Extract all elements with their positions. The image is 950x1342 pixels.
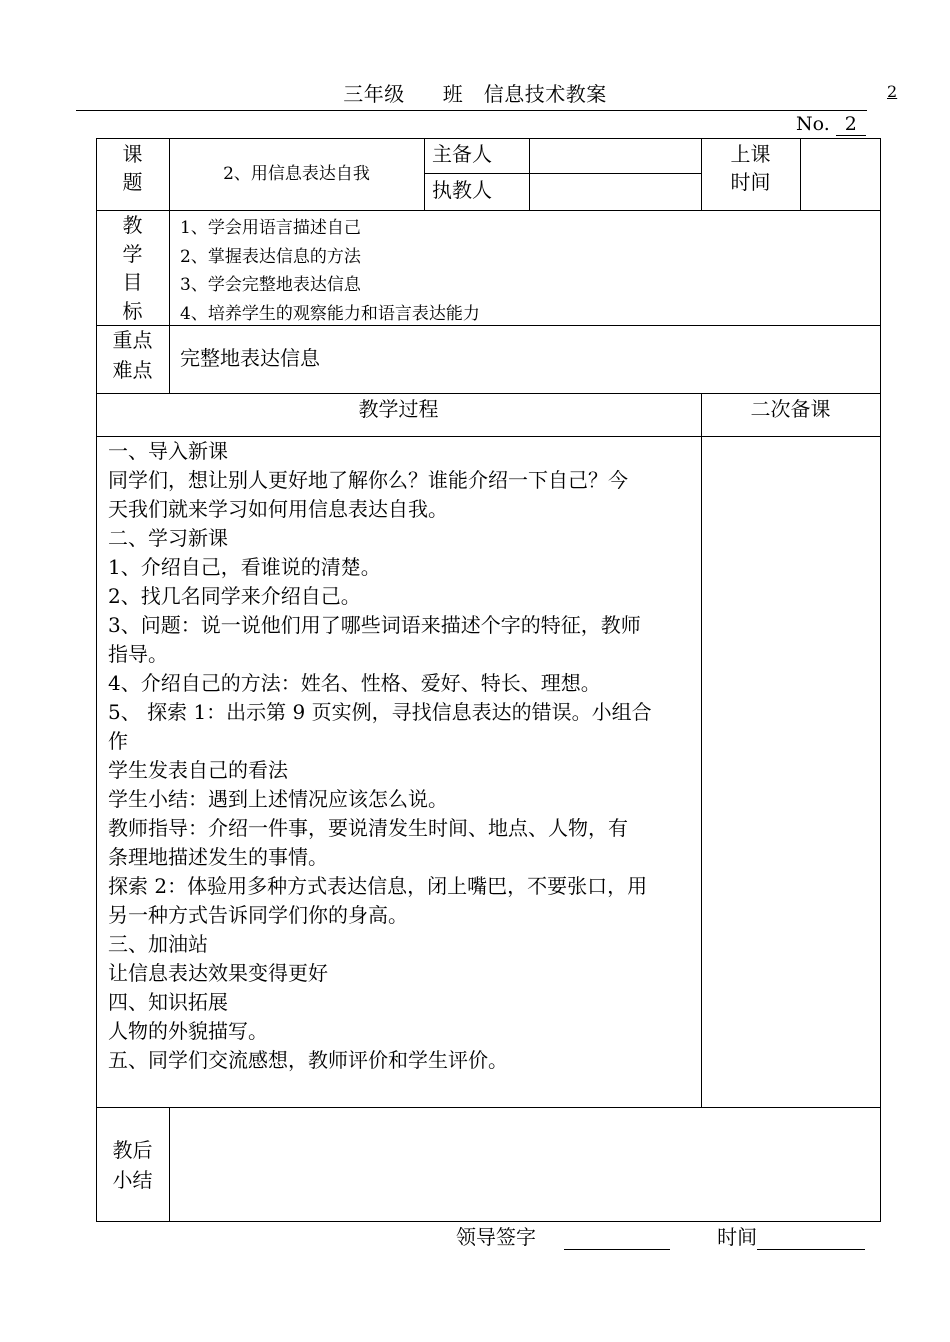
time-blank <box>757 1227 865 1250</box>
lead-preparer-label: 主备人 <box>432 142 492 166</box>
leader-sign-label: 领导签字 <box>456 1225 536 1249</box>
goals-label-char: 标 <box>122 298 143 323</box>
table-rule <box>424 138 425 211</box>
table-rule <box>96 1107 881 1108</box>
class-label: 班 <box>442 82 464 106</box>
goals-label-char: 教 <box>122 213 143 237</box>
table-rule <box>424 173 701 174</box>
table-rule <box>96 210 881 211</box>
table-rule <box>800 138 801 211</box>
process-line: 三、加油站 <box>108 932 208 956</box>
process-line: 四、知识拓展 <box>108 990 228 1014</box>
process-line: 5、 探索 1：出示第 9 页实例，寻找信息表达的错误。小组合 <box>108 700 652 724</box>
process-line: 另一种方式告诉同学们你的身高。 <box>108 903 408 927</box>
header-divider <box>76 110 867 111</box>
process-line: 人物的外貌描写。 <box>108 1019 268 1043</box>
goal-item: 1、学会用语言描述自己 <box>180 218 361 238</box>
summary-label <box>96 1135 169 1195</box>
process-line: 让信息表达效果变得更好 <box>108 961 328 985</box>
process-line: 二、学习新课 <box>108 526 228 550</box>
process-line: 2、找几名同学来介绍自己。 <box>108 584 361 608</box>
process-line: 学生发表自己的看法 <box>108 758 288 782</box>
key-points-label-line: 难点 <box>112 358 153 382</box>
topic-label <box>96 140 169 196</box>
topic-label-line: 课 <box>122 142 143 166</box>
topic-label-line: 题 <box>122 170 143 194</box>
table-border-top <box>96 138 881 139</box>
table-rule <box>169 1107 170 1222</box>
second-prep-header: 二次备课 <box>750 397 831 421</box>
table-rule <box>701 393 702 1108</box>
class-time-label <box>701 140 800 196</box>
key-points-label <box>96 325 169 385</box>
lesson-number <box>796 113 866 136</box>
topic-value: 2、用信息表达自我 <box>223 164 370 184</box>
grade-label: 三年级 <box>343 82 405 106</box>
process-line: 探索 2：体验用多种方式表达信息，闭上嘴巴，不要张口，用 <box>108 874 648 898</box>
process-line: 教师指导：介绍一件事，要说清发生时间、地点、人物，有 <box>108 816 628 840</box>
process-body <box>108 437 698 1075</box>
process-line: 作 <box>108 729 128 753</box>
process-line: 天我们就来学习如何用信息表达自我。 <box>108 497 448 521</box>
key-points-value: 完整地表达信息 <box>180 346 320 370</box>
page-header <box>0 78 950 107</box>
process-line: 学生小结：遇到上述情况应该怎么说。 <box>108 787 448 811</box>
no-value: 2 <box>836 113 866 136</box>
page-number: 2 <box>887 82 898 101</box>
doc-title: 信息技术教案 <box>483 82 607 106</box>
goals-list <box>180 214 480 328</box>
process-line: 条理地描述发生的事情。 <box>108 845 328 869</box>
process-line: 五、同学们交流感想，教师评价和学生评价。 <box>108 1048 508 1072</box>
process-line: 4、介绍自己的方法：姓名、性格、爱好、特长、理想。 <box>108 671 601 695</box>
table-rule <box>529 138 530 211</box>
goals-label-char: 学 <box>122 241 143 266</box>
goal-item: 2、掌握表达信息的方法 <box>180 246 361 267</box>
class-time-label-line: 上课 <box>730 142 771 166</box>
class-time-label-line: 时间 <box>730 170 771 194</box>
goals-label-char: 目 <box>122 270 143 294</box>
no-label: No. <box>796 113 830 135</box>
goal-item: 4、培养学生的观察能力和语言表达能力 <box>180 303 480 324</box>
process-line: 同学们，想让别人更好地了解你么？谁能介绍一下自己？今 <box>108 468 628 492</box>
summary-label-line: 教后 <box>112 1138 153 1162</box>
key-points-label-line: 重点 <box>112 328 153 352</box>
goals-label <box>96 211 169 325</box>
time-label: 时间 <box>717 1225 758 1249</box>
table-rule <box>96 393 881 394</box>
process-line: 一、导入新课 <box>108 439 228 463</box>
teacher-label: 执教人 <box>432 178 492 202</box>
process-line: 1、介绍自己，看谁说的清楚。 <box>108 555 381 579</box>
table-border-right <box>880 138 881 1222</box>
leader-sign-blank <box>564 1227 670 1250</box>
goal-item: 3、学会完整地表达信息 <box>180 275 361 295</box>
signature-footer <box>456 1221 865 1250</box>
process-header: 教学过程 <box>358 397 439 421</box>
summary-label-line: 小结 <box>112 1168 153 1192</box>
process-line: 3、问题：说一说他们用了哪些词语来描述个字的特征，教师 <box>108 613 641 637</box>
process-line: 指导。 <box>108 642 168 666</box>
